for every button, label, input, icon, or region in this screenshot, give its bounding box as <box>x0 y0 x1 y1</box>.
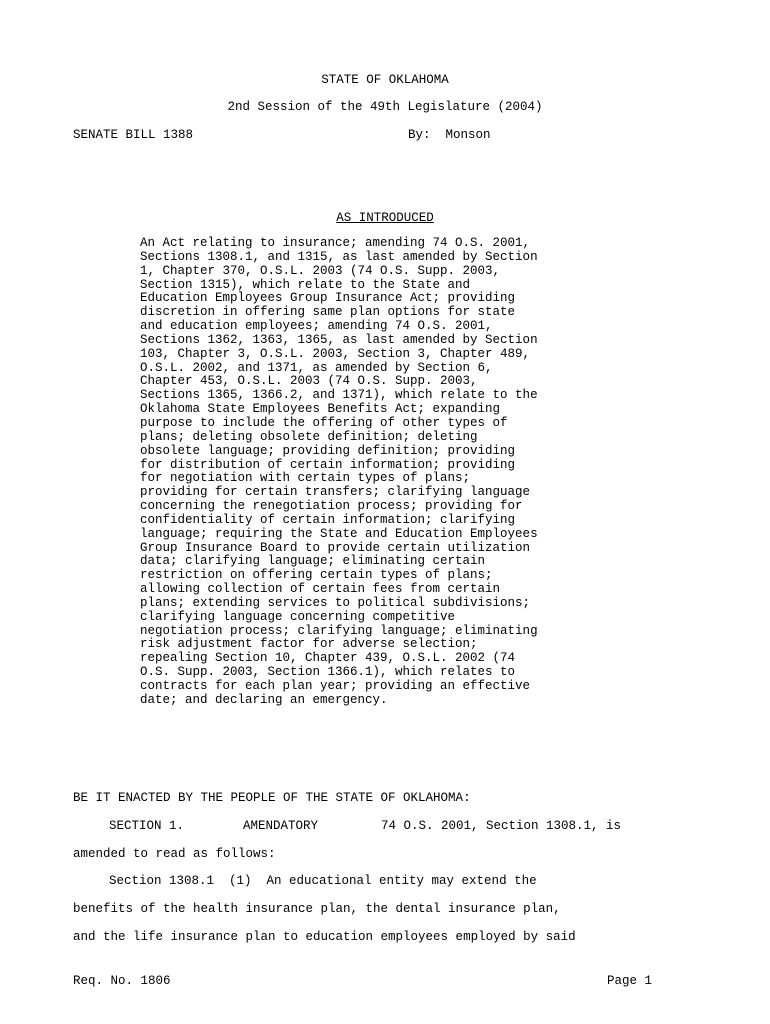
abstract-line: for negotiation with certain types of plans; <box>140 471 471 486</box>
abstract-line: language; requiring the State and Education Employees <box>140 526 538 541</box>
abstract-line: obsolete language; providing definition; providing <box>140 443 516 458</box>
abstract-line: An Act relating to insurance; amending 74 O.S. 2001, <box>140 236 531 250</box>
request-number: Req. No. 1806 <box>73 974 171 988</box>
abstract-line: Oklahoma State Employees Benefits Act; expanding <box>140 402 501 417</box>
bill-abstract <box>140 237 640 708</box>
abstract-line: purpose to include the offering of other types of <box>140 415 508 430</box>
abstract-line: restriction on offering certain types of plans; <box>140 568 493 583</box>
session-title: 2nd Session of the 49th Legislature (2004) <box>227 100 543 114</box>
bill-sponsor: By: Monson <box>408 128 491 142</box>
section-heading-cont: amended to read as follows: <box>73 847 276 861</box>
bill-number: SENATE BILL 1388 <box>73 128 194 142</box>
state-title: STATE OF OKLAHOMA <box>321 73 449 87</box>
abstract-line: contracts for each plan year; providing an effective <box>140 679 531 693</box>
abstract-line: Sections 1308.1, and 1315, as last amended by Section <box>140 249 538 264</box>
abstract-line: concerning the renegotiation process; providing for <box>140 499 523 514</box>
abstract-line: O.S.L. 2002, and 1371, as amended by Section 6, <box>140 360 493 375</box>
section-label: SECTION 1. <box>109 819 185 833</box>
section-text-line: and the life insurance plan to education employees employed by said <box>73 930 576 944</box>
section-text-line: benefits of the health insurance plan, the dental insurance plan, <box>73 902 561 916</box>
abstract-line: Section 1315), which relate to the State and <box>140 277 471 292</box>
abstract-line: discretion in offering same plan options for state <box>140 305 516 320</box>
bill-status: AS INTRODUCED <box>336 211 434 225</box>
abstract-line: providing for certain transfers; clarifying language <box>140 485 531 500</box>
abstract-line: data; clarifying language; eliminating certain <box>140 554 486 569</box>
abstract-line: plans; extending services to political subdivisions; <box>140 595 531 610</box>
page-number: Page 1 <box>607 974 653 988</box>
abstract-line: negotiation process; clarifying language; eliminating <box>140 623 538 638</box>
abstract-line: O.S. Supp. 2003, Section 1366.1), which relates to <box>140 665 516 680</box>
abstract-line: Sections 1362, 1363, 1365, as last amended by Section <box>140 332 538 347</box>
section-citation: 74 O.S. 2001, Section 1308.1, is <box>381 819 622 833</box>
enacting-clause: BE IT ENACTED BY THE PEOPLE OF THE STATE OF OKLAHOMA: <box>73 791 471 805</box>
abstract-line: date; and declaring an emergency. <box>140 692 388 707</box>
abstract-line: for distribution of certain information; providing <box>140 457 516 472</box>
abstract-line: Sections 1365, 1366.2, and 1371), which relate to the <box>140 388 538 403</box>
section-text-line: Section 1308.1 (1) An educational entity may extend the <box>109 874 537 888</box>
abstract-line: clarifying language concerning competitive <box>140 609 456 624</box>
abstract-line: Education Employees Group Insurance Act; providing <box>140 291 516 306</box>
section-type: AMENDATORY <box>243 819 319 833</box>
abstract-line: repealing Section 10, Chapter 439, O.S.L. 2002 (74 <box>140 651 516 666</box>
abstract-line: allowing collection of certain fees from certain <box>140 582 501 597</box>
abstract-line: confidentiality of certain information; clarifying <box>140 512 516 527</box>
abstract-line: 103, Chapter 3, O.S.L. 2003, Section 3, Chapter 489, <box>140 346 531 361</box>
abstract-line: 1, Chapter 370, O.S.L. 2003 (74 O.S. Supp. 2003, <box>140 263 501 278</box>
abstract-line: Chapter 453, O.S.L. 2003 (74 O.S. Supp. 2003, <box>140 374 478 389</box>
abstract-line: Group Insurance Board to provide certain utilization <box>140 540 531 555</box>
abstract-line: plans; deleting obsolete definition; deleting <box>140 429 478 444</box>
abstract-line: risk adjustment factor for adverse selection; <box>140 637 478 652</box>
abstract-line: and education employees; amending 74 O.S. 2001, <box>140 319 493 334</box>
